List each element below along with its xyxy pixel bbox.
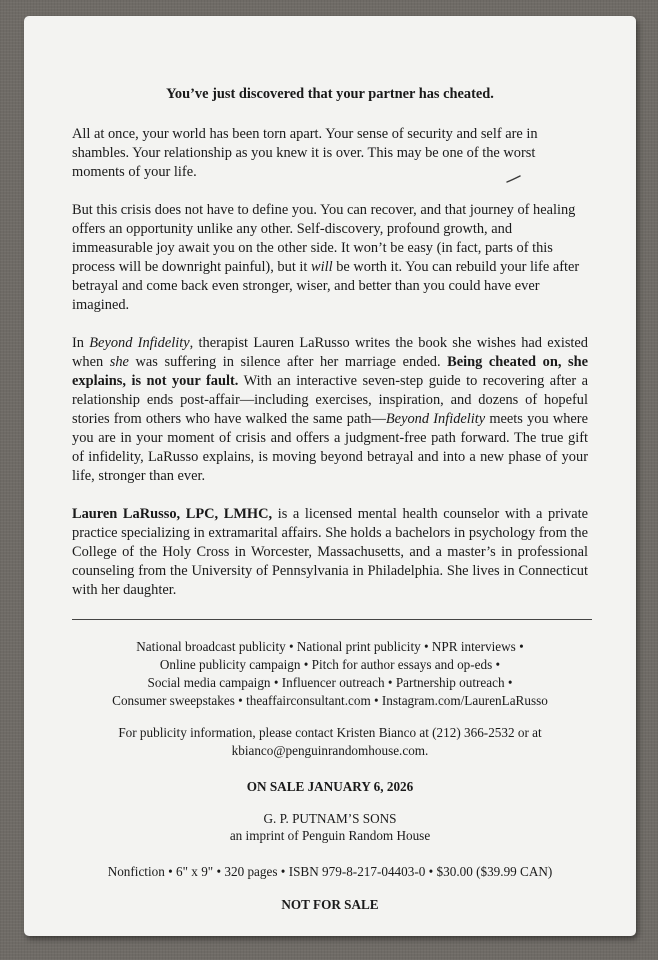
recovery-paragraph <box>72 201 588 315</box>
recovery-emphasis: will <box>311 259 333 275</box>
publicity-contact <box>72 724 588 760</box>
pen-mark-icon <box>506 174 522 184</box>
desc-text-1: In <box>72 335 90 351</box>
desc-emphasis: she <box>109 354 129 370</box>
intro-paragraph: All at once, your world has been torn apart. Your sense of security and self are in shambles. Your relationship as you knew it is over. This may be one of the worst moments of your life. <box>72 126 538 180</box>
book-info-sheet <box>24 16 636 936</box>
desc-text-3: was suffering in silence after her marriage ended. <box>128 354 448 370</box>
author-name: Lauren LaRusso, LPC, LMHC, <box>72 506 273 522</box>
book-description-paragraph <box>72 334 588 486</box>
publisher-block <box>72 810 588 844</box>
contact-line: For publicity information, please contact Kristen Bianco at (212) 366-2532 or at <box>118 725 542 740</box>
not-for-sale-label: NOT FOR SALE <box>281 897 379 912</box>
publisher-imprint: an imprint of Penguin Random House <box>229 828 431 843</box>
recovery-text-1: But this crisis does not have to define you. You can recover, and that journey of healing offers an opportunity unlike any other. Self-discovery, profound growth, and immeasurable joy await you on the other side. It won’t be easy (in fact, parts of this process will be downright painful), but it <box>72 202 576 275</box>
desc-text-5: meets you where you are in your moment of crisis and offers a judgment-free path forward. The true gift of infidelity, LaRusso explains, is moving beyond betrayal and into a new phase of your life, stronger than ever. <box>72 411 588 484</box>
book-specs: Nonfiction • 6" x 9" • 320 pages • ISBN 979-8-217-04403-0 • $30.00 ($39.99 CAN) <box>107 864 553 879</box>
divider <box>72 619 592 620</box>
book-title: Beyond Infidelity <box>89 335 190 351</box>
author-bio-text: is a licensed mental health counselor with a private practice specializing in extramarital affairs. She holds a bachelors in psychology from the College of the Holy Cross in Worcester, Massachusetts, and a master’s in professional counseling from the University of Pennsylvania in Philadelphia. She lives in Connecticut with her daughter. <box>72 506 588 598</box>
author-bio-paragraph <box>72 505 588 600</box>
book-title-2: Beyond Infidelity <box>385 411 486 427</box>
desc-text-4: With an interactive seven-step guide to recovering after a relationship ends post-affair—including exercises, inspiration, and dozens of hopeful stories from others who have walked the same path— <box>72 373 588 427</box>
publicity-line: Online publicity campaign • Pitch for author essays and op-eds • <box>159 657 501 672</box>
on-sale-date: ON SALE JANUARY 6, 2026 <box>246 779 414 794</box>
desc-bold-statement: Being cheated on, she explains, is not your fault. <box>72 354 588 389</box>
headline: You’ve just discovered that your partner has cheated. <box>166 86 494 102</box>
publicity-line: National broadcast publicity • National print publicity • NPR interviews • <box>136 639 524 654</box>
publicity-list <box>72 638 588 710</box>
desc-text-2: , therapist Lauren LaRusso writes the book she wishes had existed when <box>72 335 589 370</box>
recovery-text-2: be worth it. You can rebuild your life after betrayal and come back even stronger, wiser, and better than you could have ever imagined. <box>72 259 580 313</box>
publicity-line: Social media campaign • Influencer outreach • Partnership outreach • <box>147 675 513 690</box>
publisher-name: G. P. PUTNAM’S SONS <box>263 811 397 826</box>
contact-email: kbianco@penguinrandomhouse.com. <box>231 743 429 758</box>
publicity-line: Consumer sweepstakes • theaffairconsultant.com • Instagram.com/LaurenLaRusso <box>112 693 548 708</box>
